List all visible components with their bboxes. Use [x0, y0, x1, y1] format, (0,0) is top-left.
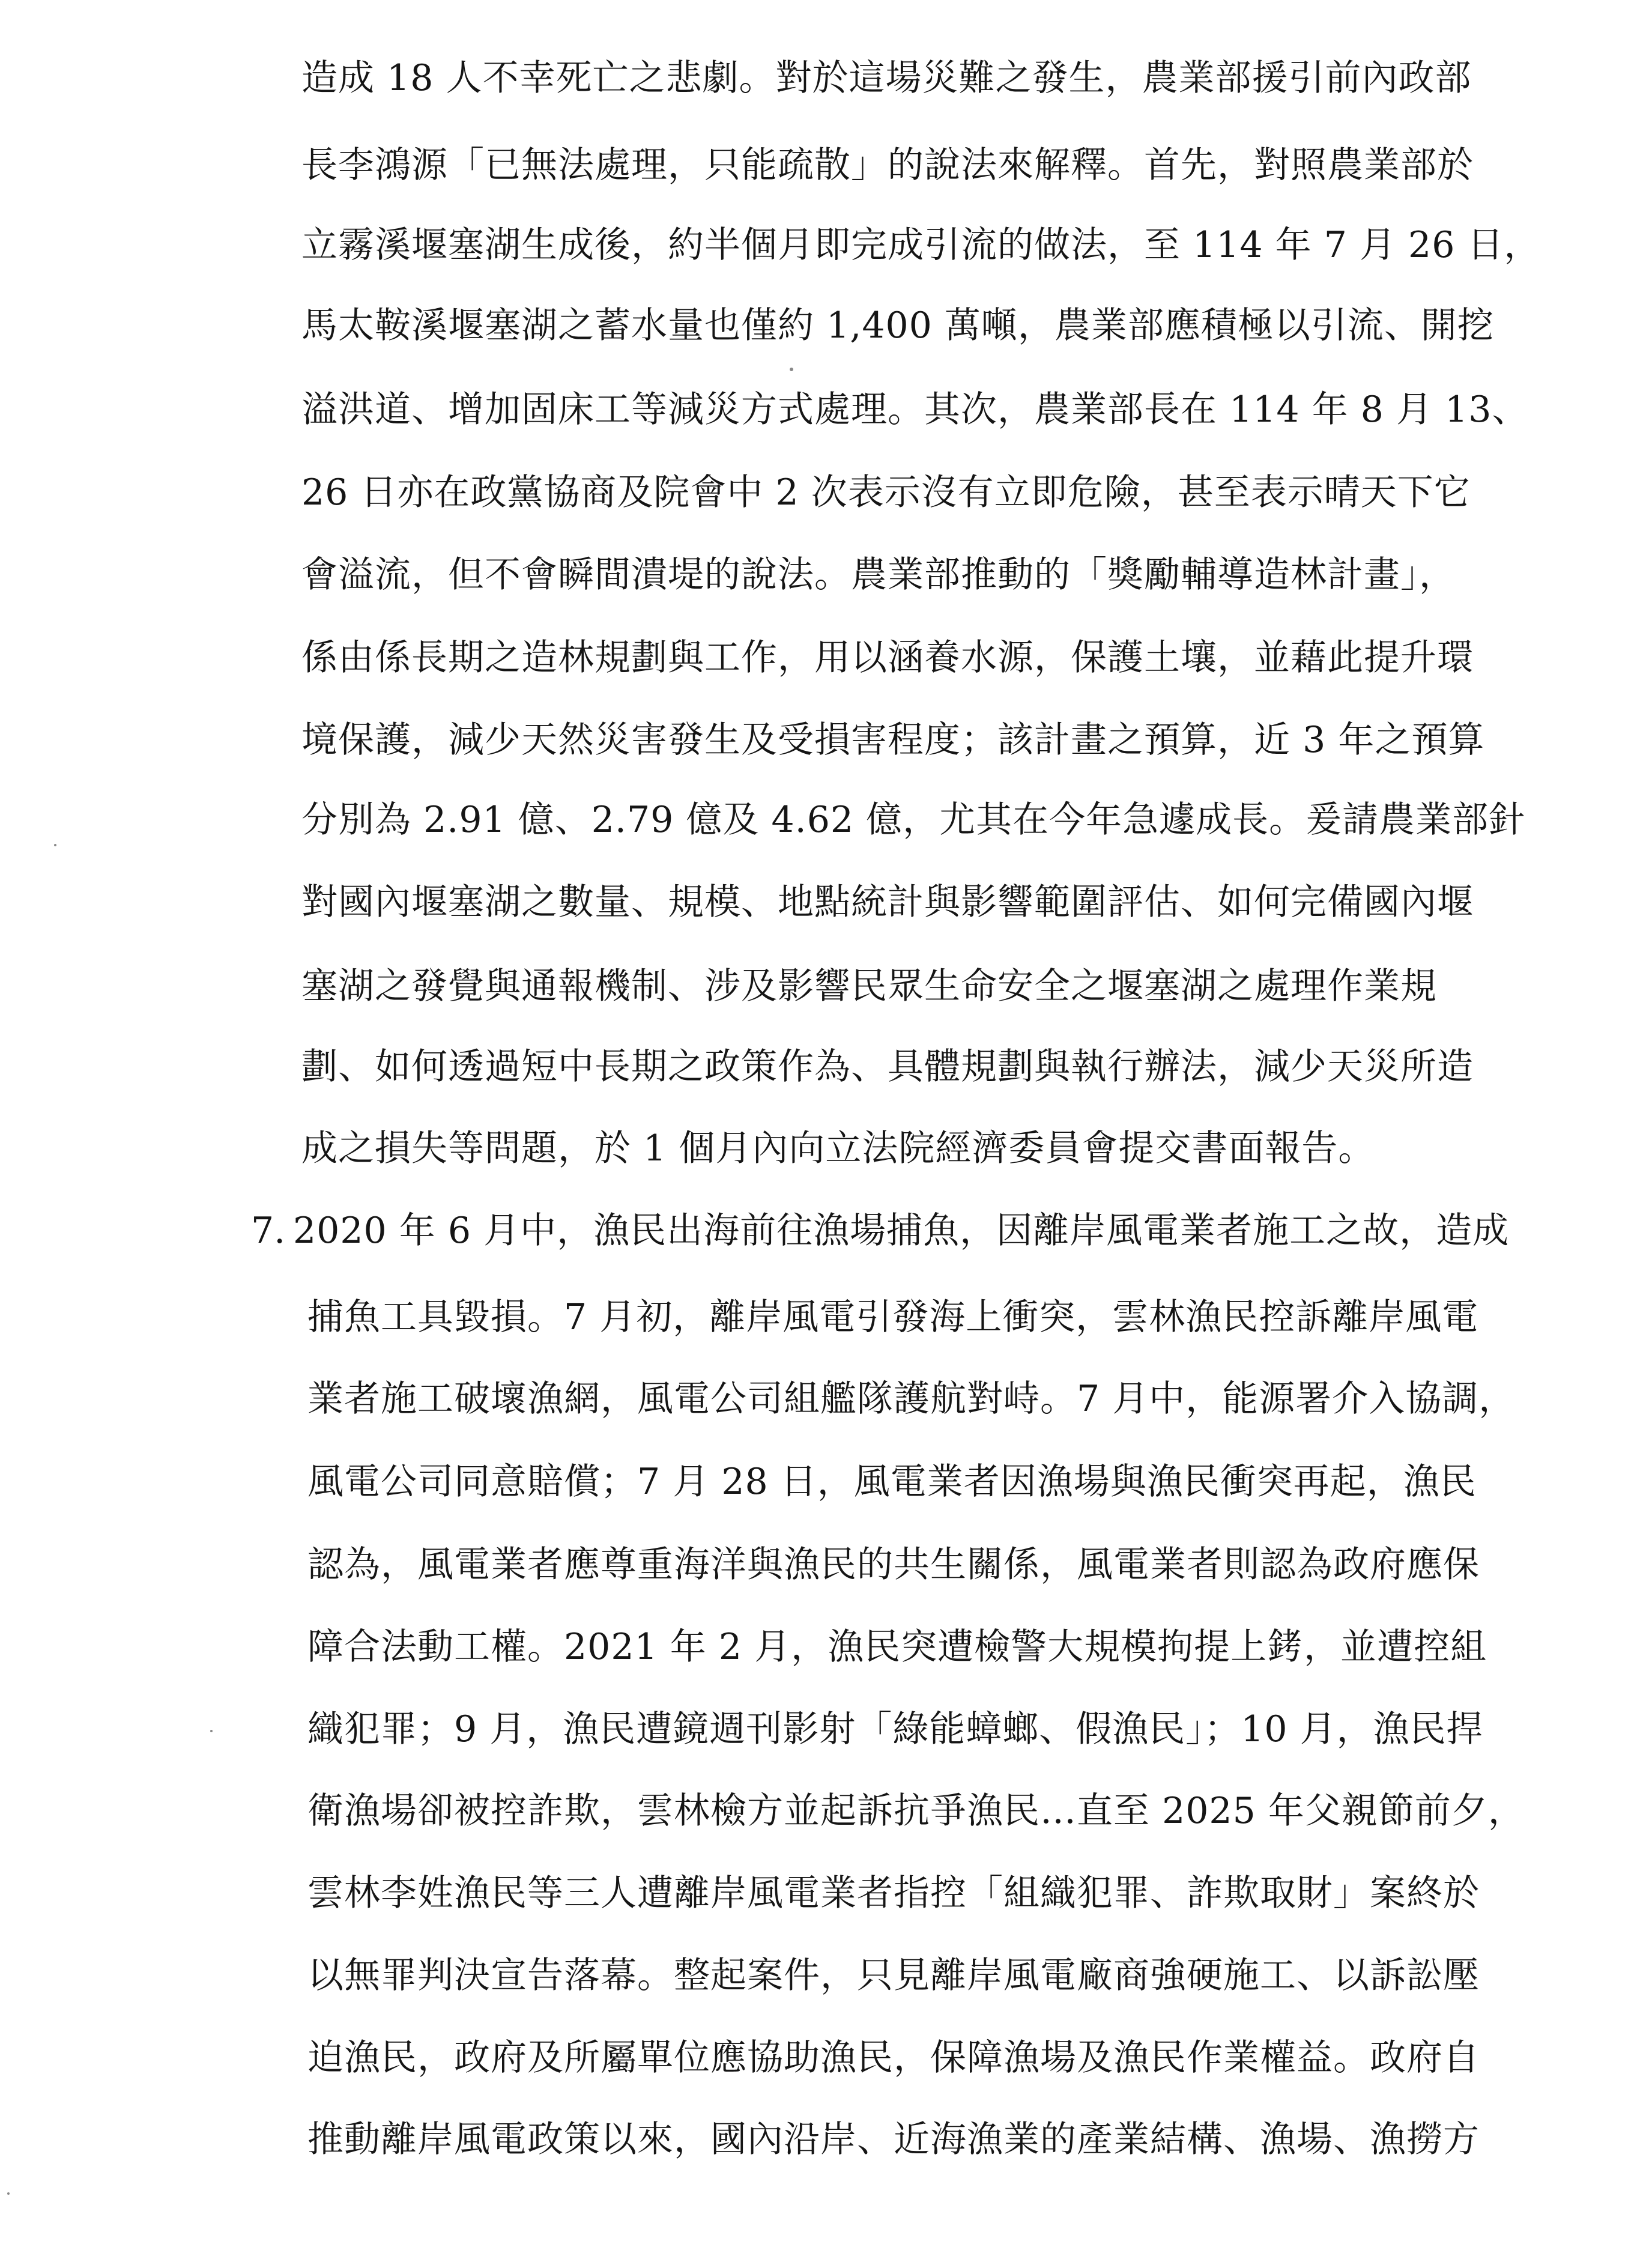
text-line: 以無罪判決宣告落幕。整起案件，只見離岸風電廠商強硬施工、以訴訟壓 [307, 1954, 1480, 1997]
text-line: 衛漁場卻被控詐欺，雲林檢方並起訴抗爭漁民…直至 2025 年父親節前夕， [307, 1790, 1525, 1832]
text-line: 長李鴻源「已無法處理，只能疏散」的說法來解釋。首先，對照農業部於 [301, 144, 1474, 186]
text-line: 分別為 2.91 億、2.79 億及 4.62 億，尤其在今年急遽成長。爰請農業部針 [301, 799, 1526, 841]
text-line: 障合法動工權。2021 年 2 月，漁民突遭檢警大規模拘提上銬，並遭控組 [307, 1626, 1487, 1668]
text-line: 對國內堰塞湖之數量、規模、地點統計與影響範圍評估、如何完備國內堰 [301, 881, 1474, 923]
text-line: 馬太鞍溪堰塞湖之蓄水量也僅約 1,400 萬噸，農業部應積極以引流、開挖 [301, 305, 1494, 347]
list-item-number: 7. [251, 1210, 286, 1252]
text-line: 認為，風電業者應尊重海洋與漁民的共生關係，風電業者則認為政府應保 [307, 1544, 1480, 1586]
scan-speck [210, 1730, 213, 1732]
text-line: 成之損失等問題，於 1 個月內向立法院經濟委員會提交書面報告。 [301, 1127, 1375, 1169]
text-line: 塞湖之發覺與通報機制、涉及影響民眾生命安全之堰塞湖之處理作業規 [301, 965, 1437, 1007]
text-line: 造成 18 人不幸死亡之悲劇。對於這場災難之發生，農業部援引前內政部 [301, 57, 1472, 99]
scan-speck [7, 2192, 10, 2195]
scan-speck [790, 368, 793, 371]
text-line: 2020 年 6 月中，漁民出海前往漁場捕魚，因離岸風電業者施工之故，造成 [293, 1210, 1510, 1252]
text-line: 劃、如何透過短中長期之政策作為、具體規劃與執行辦法，減少天災所造 [301, 1046, 1474, 1088]
text-line: 推動離岸風電政策以來，國內沿岸、近海漁業的產業結構、漁場、漁撈方 [307, 2118, 1480, 2161]
text-line: 雲林李姓漁民等三人遭離岸風電業者指控「組織犯罪、詐欺取財」案終於 [307, 1872, 1480, 1914]
text-line: 係由係長期之造林規劃與工作，用以涵養水源，保護土壤，並藉此提升環 [301, 637, 1474, 679]
text-line: 溢洪道、增加固床工等減災方式處理。其次，農業部長在 114 年 8 月 13、 [301, 389, 1529, 431]
text-line: 立霧溪堰塞湖生成後，約半個月即完成引流的做法，至 114 年 7 月 26 日， [301, 224, 1541, 266]
text-line: 風電公司同意賠償；7 月 28 日，風電業者因漁場與漁民衝突再起，漁民 [307, 1461, 1477, 1503]
text-line: 織犯罪；9 月，漁民遭鏡週刊影射「綠能蟑螂、假漁民」；10 月，漁民捍 [307, 1708, 1483, 1750]
text-line: 迫漁民，政府及所屬單位應協助漁民，保障漁場及漁民作業權益。政府自 [307, 2037, 1480, 2079]
text-line: 捕魚工具毀損。7 月初，離岸風電引發海上衝突，雲林漁民控訴離岸風電 [307, 1296, 1479, 1338]
text-line: 業者施工破壞漁網，風電公司組艦隊護航對峙。7 月中，能源署介入協調， [307, 1378, 1516, 1420]
text-line: 會溢流，但不會瞬間潰堤的說法。農業部推動的「獎勵輔導造林計畫」， [301, 554, 1456, 596]
text-line: 境保護，減少天然災害發生及受損害程度；該計畫之預算，近 3 年之預算 [301, 719, 1485, 761]
scan-speck [54, 844, 56, 846]
text-line: 26 日亦在政黨協商及院會中 2 次表示沒有立即危險，甚至表示晴天下它 [301, 472, 1471, 514]
